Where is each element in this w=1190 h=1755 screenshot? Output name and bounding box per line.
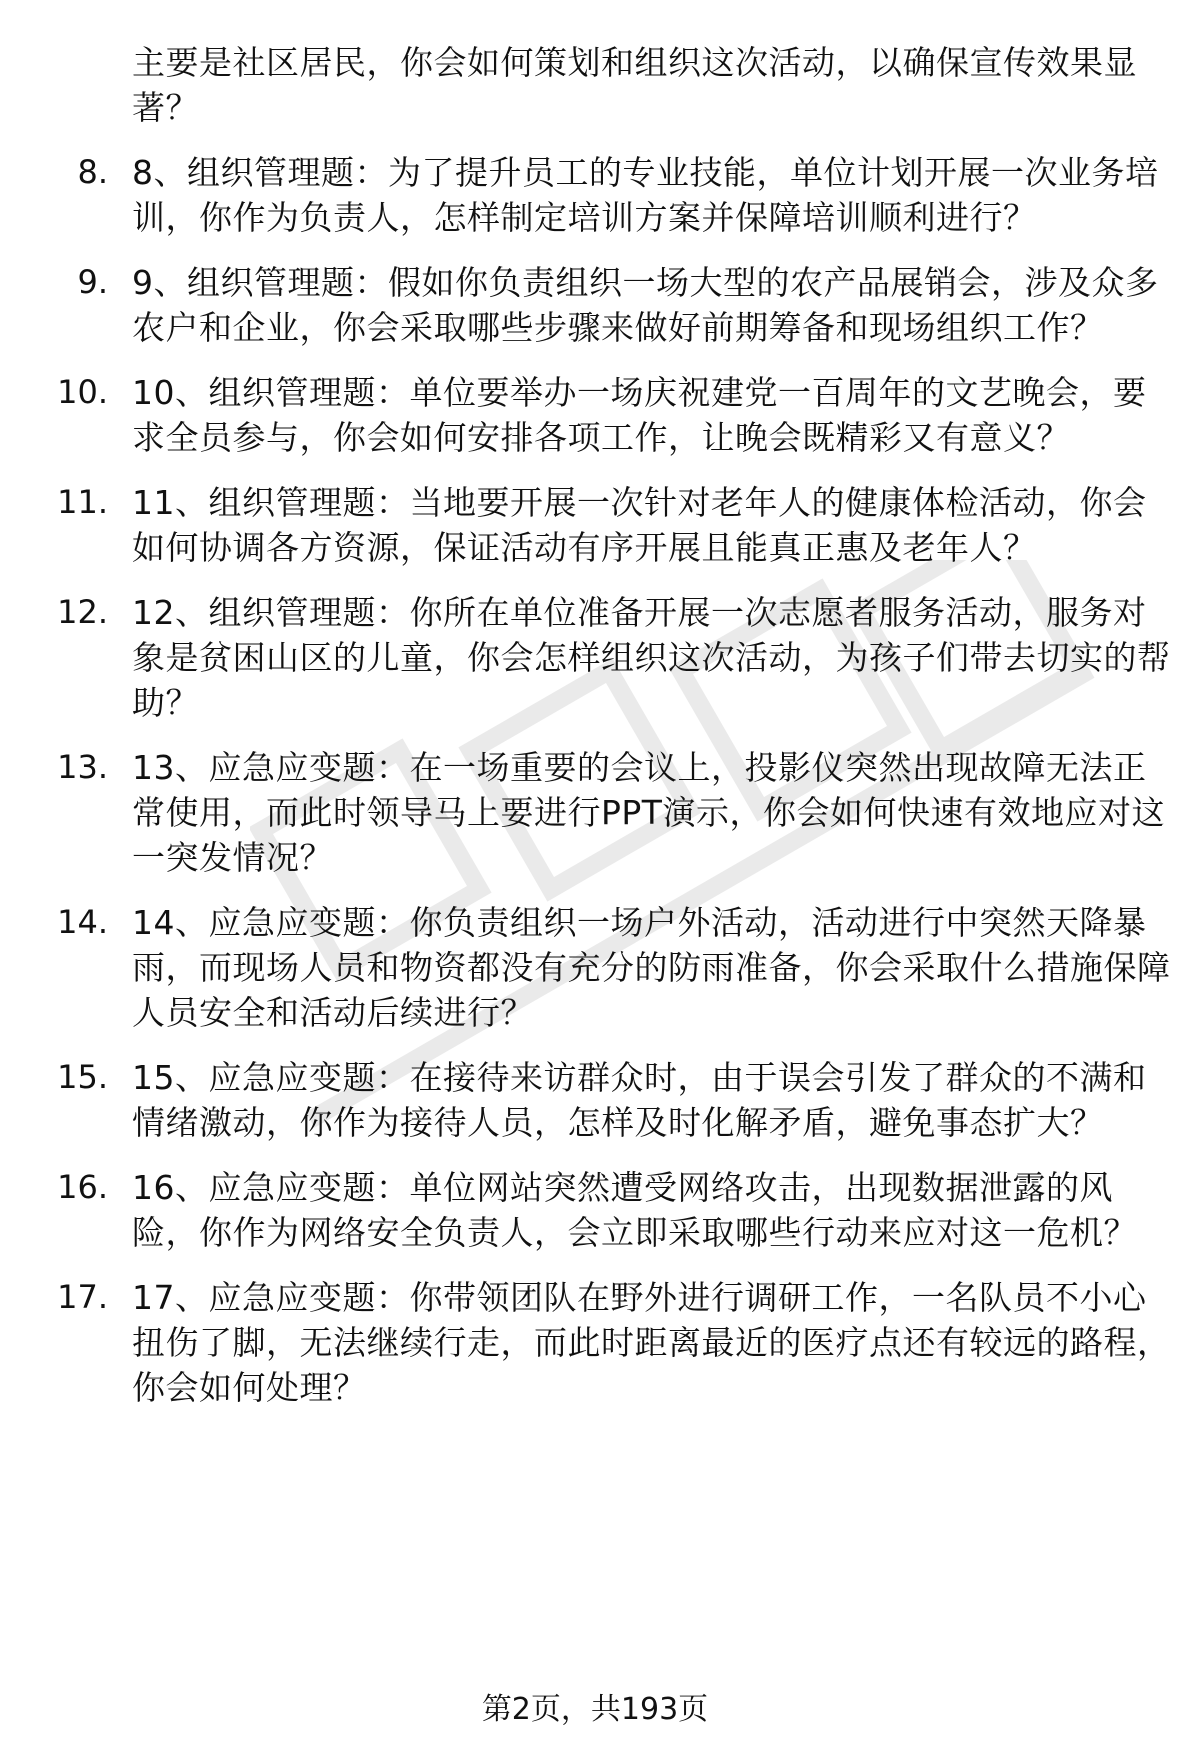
list-item [0, 370, 1190, 460]
list-item-number: 15. [57, 1058, 108, 1096]
list-item-text: 14、应急应变题：你负责组织一场户外活动，活动进行中突然天降暴雨，而现场人员和物资都没有充分的防雨准备，你会采取什么措施保障人员安全和活动后续进行？ [132, 903, 1171, 1032]
list-item [0, 480, 1190, 570]
list-item-number: 14. [57, 903, 108, 941]
list-item-text: 10、组织管理题：单位要举办一场庆祝建党一百周年的文艺晚会，要求全员参与，你会如何安排各项工作，让晚会既精彩又有意义？ [132, 373, 1147, 457]
list-item [0, 1275, 1190, 1410]
list-item-number: 13. [57, 748, 108, 786]
list-item-text: 13、应急应变题：在一场重要的会议上，投影仪突然出现故障无法正常使用，而此时领导马上要进行PPT演示，你会如何快速有效地应对这一突发情况？ [132, 748, 1165, 877]
list-item [0, 150, 1190, 240]
list-item-number: 9. [77, 263, 108, 301]
question-list [0, 40, 1190, 1430]
list-item [0, 260, 1190, 350]
list-item-text: 9、组织管理题：假如你负责组织一场大型的农产品展销会，涉及众多农户和企业，你会采取哪些步骤来做好前期筹备和现场组织工作？ [132, 263, 1159, 347]
list-item [0, 900, 1190, 1035]
list-item-number: 10. [57, 373, 108, 411]
list-item-number: 16. [57, 1168, 108, 1206]
list-item-number: 17. [57, 1278, 108, 1316]
list-item-text: 16、应急应变题：单位网站突然遭受网络攻击，出现数据泄露的风险，你作为网络安全负责人，会立即采取哪些行动来应对这一危机？ [132, 1168, 1137, 1252]
list-item-continuation [0, 40, 1190, 130]
list-item-text: 15、应急应变题：在接待来访群众时，由于误会引发了群众的不满和情绪激动，你作为接待人员，怎样及时化解矛盾，避免事态扩大？ [132, 1058, 1147, 1142]
list-item-text: 11、组织管理题：当地要开展一次针对老年人的健康体检活动，你会如何协调各方资源，保证活动有序开展且能真正惠及老年人？ [132, 483, 1147, 567]
list-item [0, 590, 1190, 725]
list-item-text: 主要是社区居民，你会如何策划和组织这次活动，以确保宣传效果显著？ [132, 43, 1137, 127]
list-item [0, 745, 1190, 880]
list-item [0, 1165, 1190, 1255]
list-item-number: 8. [77, 153, 108, 191]
list-item [0, 1055, 1190, 1145]
list-item-text: 17、应急应变题：你带领团队在野外进行调研工作，一名队员不小心扭伤了脚，无法继续行走，而此时距离最近的医疗点还有较远的路程，你会如何处理？ [132, 1278, 1171, 1407]
list-item-number: 12. [57, 593, 108, 631]
list-item-number: 11. [57, 483, 108, 521]
page-footer: 第2页，共193页 [481, 1692, 709, 1727]
list-item-text: 8、组织管理题：为了提升员工的专业技能，单位计划开展一次业务培训，你作为负责人，怎样制定培训方案并保障培训顺利进行？ [132, 153, 1159, 237]
list-item-text: 12、组织管理题：你所在单位准备开展一次志愿者服务活动，服务对象是贫困山区的儿童，你会怎样组织这次活动，为孩子们带去切实的帮助？ [132, 593, 1171, 722]
